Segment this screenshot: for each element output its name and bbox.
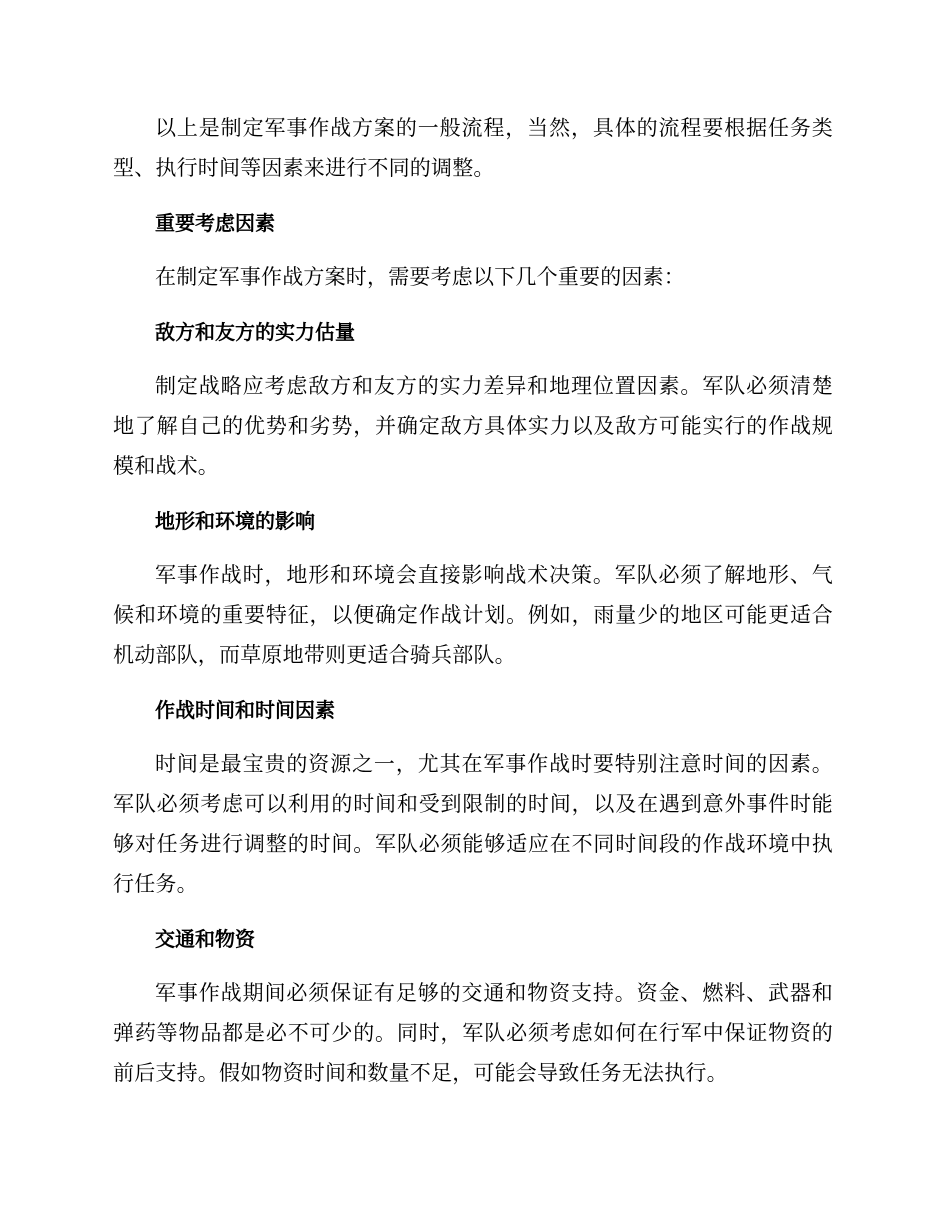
section-heading-key-factors: 重要考虑因素 [155,211,275,235]
section-heading-logistics: 交通和物资 [155,927,255,951]
section-body-terrain: 军事作战时，地形和环境会直接影响战术决策。军队必须了解地形、气候和环境的重要特征，以便确定作战计划。例如，雨量少的地区可能更适合机动部队，而草原地带则更适合骑兵部队。 [113,563,833,667]
section-heading-strength: 敌方和友方的实力估量 [155,320,355,344]
section-heading-time: 作战时间和时间因素 [155,698,335,722]
section-heading-terrain: 地形和环境的影响 [155,509,315,533]
section-body-strength: 制定战略应考虑敌方和友方的实力差异和地理位置因素。军队必须清楚地了解自己的优势和劣势，并确定敌方具体实力以及敌方可能实行的作战规模和战术。 [113,374,833,478]
section-body-time: 时间是最宝贵的资源之一，尤其在军事作战时要特别注意时间的因素。军队必须考虑可以利用的时间和受到限制的时间，以及在遇到意外事件时能够对任务进行调整的时间。军队必须能够适应在不同时间段的作战环境中执行任务。 [113,752,833,896]
section-body-logistics: 军事作战期间必须保证有足够的交通和物资支持。资金、燃料、武器和弹药等物品都是必不可少的。同时，军队必须考虑如何在行军中保证物资的前后支持。假如物资时间和数量不足，可能会导致任务无法执行。 [113,981,833,1085]
key-factors-intro: 在制定军事作战方案时，需要考虑以下几个重要的因素： [155,265,685,289]
intro-paragraph: 以上是制定军事作战方案的一般流程，当然，具体的流程要根据任务类型、执行时间等因素来进行不同的调整。 [113,116,833,180]
document-page [113,108,833,1093]
